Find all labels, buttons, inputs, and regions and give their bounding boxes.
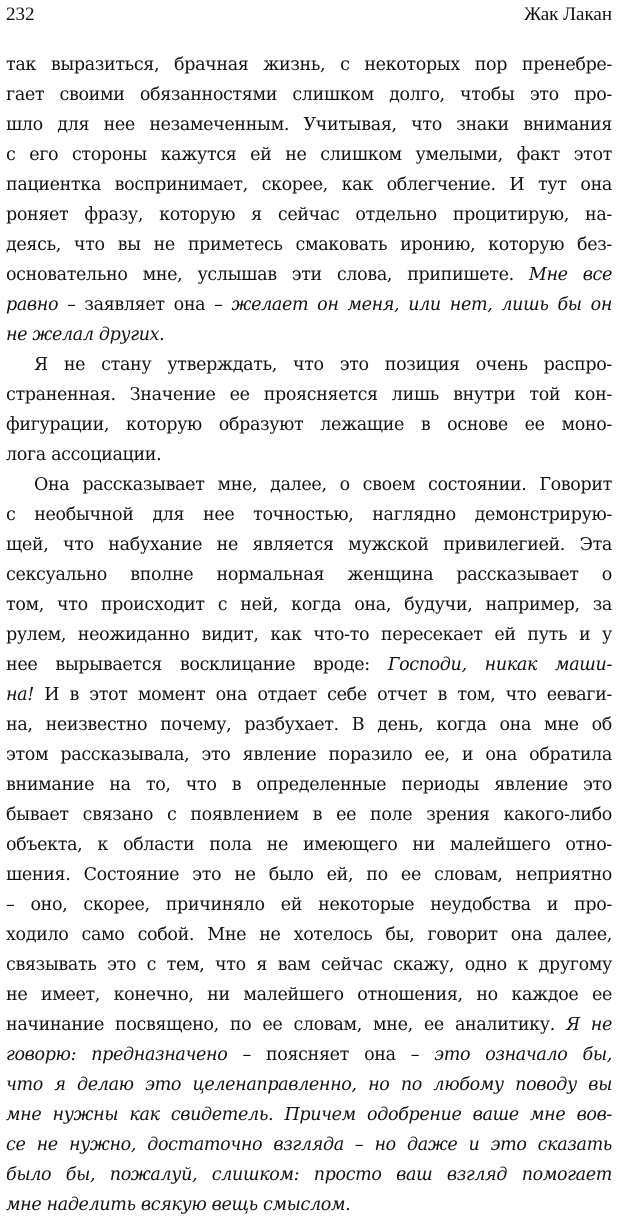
text-run: лога ассоциации.: [6, 445, 162, 465]
text-run: Она рассказывает мне, далее, о своем состоянии. Говорит: [34, 475, 612, 495]
text-line: [6, 500, 612, 530]
text-run: сексуально вполне нормальная женщина рассказывает о: [6, 565, 612, 585]
text-line: [6, 770, 612, 800]
page-header: [6, 4, 612, 30]
text-line: [6, 560, 612, 590]
text-line: [6, 680, 612, 710]
text-run: ходило само собой. Мне не хотелось бы, говорит она далее,: [6, 925, 612, 945]
text-run: бывает связано с появлением в ее поле зрения какого-либо: [6, 805, 612, 825]
text-line: [6, 1160, 612, 1190]
text-line: [6, 710, 612, 740]
page-number: 232: [6, 4, 35, 25]
text-line: [6, 1010, 612, 1040]
body-text: [6, 50, 612, 1220]
text-line: [6, 530, 612, 560]
text-line: [6, 170, 612, 200]
text-run: объекта, к области пола не имеющего ни малейшего отно-: [6, 835, 612, 855]
text-line: [6, 980, 612, 1010]
text-run: внимание на то, что в определенные периоды явление это: [6, 775, 612, 795]
text-line: [6, 740, 612, 770]
italic-text: Я не: [565, 1015, 612, 1035]
running-head: Жак Лакан: [524, 4, 612, 25]
text-line: [6, 590, 612, 620]
text-line: [6, 50, 612, 80]
text-run: основательно мне, услышав эти слова, припишете.: [6, 265, 529, 285]
text-line: [6, 80, 612, 110]
text-run: на, неизвестно почему, разбухает. В день, когда она мне об: [6, 715, 612, 735]
text-run: – заявляет она –: [58, 295, 232, 315]
italic-text: что я делаю это целенаправленно, но по любому поводу вы: [6, 1075, 612, 1095]
text-run: – оно, скорее, причиняло ей некоторые неудобства и про-: [6, 895, 612, 915]
text-run: не имеет, конечно, ни малейшего отношения, но каждое ее: [6, 985, 612, 1005]
text-run: – поясняет она –: [227, 1045, 435, 1065]
italic-text: это означало бы,: [434, 1045, 613, 1065]
text-run: страненная. Значение ее проясняется лишь внутри той кон-: [6, 385, 612, 405]
text-line: [6, 1190, 612, 1220]
text-run: том, что происходит с ней, когда она, будучи, например, за: [6, 595, 612, 615]
paragraph: [6, 350, 612, 470]
paragraph: [6, 50, 612, 350]
text-line: [6, 200, 612, 230]
text-run: связывать это с тем, что я вам сейчас скажу, одно к другому: [6, 955, 612, 975]
text-run: рулем, неожиданно видит, как что-то пересекает ей путь и у: [6, 625, 612, 645]
italic-text: говорю: предназначено: [6, 1045, 228, 1065]
text-line: [6, 890, 612, 920]
italic-text: было бы, пожалуй, слишком: просто ваш взгляд помогает: [6, 1165, 612, 1185]
text-line: [6, 320, 612, 350]
text-line: [6, 470, 612, 500]
italic-text: мне нужны как свидетель. Причем одобрение ваше мне вов-: [6, 1105, 612, 1125]
italic-text: на!: [6, 685, 34, 705]
text-run: роняет фразу, которую я сейчас отдельно процитирую, на-: [6, 205, 612, 225]
text-line: [6, 830, 612, 860]
text-line: [6, 260, 612, 290]
text-run: шения. Состояние это не было ей, по ее словам, неприятно: [6, 865, 612, 885]
italic-text: се не нужно, достаточно взгляда – но даже и это сказать: [6, 1135, 612, 1155]
italic-text: не желал других.: [6, 325, 165, 345]
text-run: И в этот момент она отдает себе отчет в том, что ееваги-: [33, 685, 612, 705]
text-line: [6, 1070, 612, 1100]
text-run: пациентка воспринимает, скорее, как облегчение. И тут она: [6, 175, 612, 195]
text-line: [6, 290, 612, 320]
text-line: [6, 230, 612, 260]
text-run: Я не стану утверждать, что это позиция очень распро-: [34, 355, 612, 375]
text-run: щей, что набухание не является мужской привилегией. Эта: [6, 535, 612, 555]
paragraph: [6, 470, 612, 1220]
text-line: [6, 440, 612, 470]
text-run: так выразиться, брачная жизнь, с некоторых пор пренебре-: [6, 55, 612, 75]
text-line: [6, 650, 612, 680]
italic-text: равно: [6, 295, 59, 315]
text-line: [6, 620, 612, 650]
text-line: [6, 350, 612, 380]
text-run: деясь, что вы не приметесь смаковать иронию, которую без-: [6, 235, 612, 255]
text-line: [6, 950, 612, 980]
text-line: [6, 1100, 612, 1130]
text-line: [6, 1130, 612, 1160]
text-line: [6, 1040, 612, 1070]
text-run: нее вырывается восклицание вроде:: [6, 655, 388, 675]
italic-text: Мне все: [528, 265, 612, 285]
text-line: [6, 380, 612, 410]
text-run: шло для нее незамеченным. Учитывая, что знаки внимания: [6, 115, 612, 135]
text-line: [6, 920, 612, 950]
text-run: фигурации, которую образуют лежащие в основе ее моно-: [6, 415, 612, 435]
text-line: [6, 860, 612, 890]
italic-text: Господи, никак маши-: [387, 655, 613, 675]
italic-text: мне наделить всякую вещь смыслом.: [6, 1195, 351, 1215]
italic-text: желает он меня, или нет, лишь бы он: [231, 295, 612, 315]
text-line: [6, 410, 612, 440]
text-run: гает своими обязанностями слишком долго, чтобы это про-: [6, 85, 612, 105]
text-run: начинание посвящено, по ее словам, мне, ее аналитику.: [6, 1015, 566, 1035]
text-line: [6, 140, 612, 170]
text-line: [6, 800, 612, 830]
text-line: [6, 110, 612, 140]
text-run: с его стороны кажутся ей не слишком умелыми, факт этот: [6, 145, 612, 165]
text-run: этом рассказывала, это явление поразило ее, и она обратила: [6, 745, 612, 765]
text-run: с необычной для нее точностью, наглядно демонстрирую-: [6, 505, 612, 525]
